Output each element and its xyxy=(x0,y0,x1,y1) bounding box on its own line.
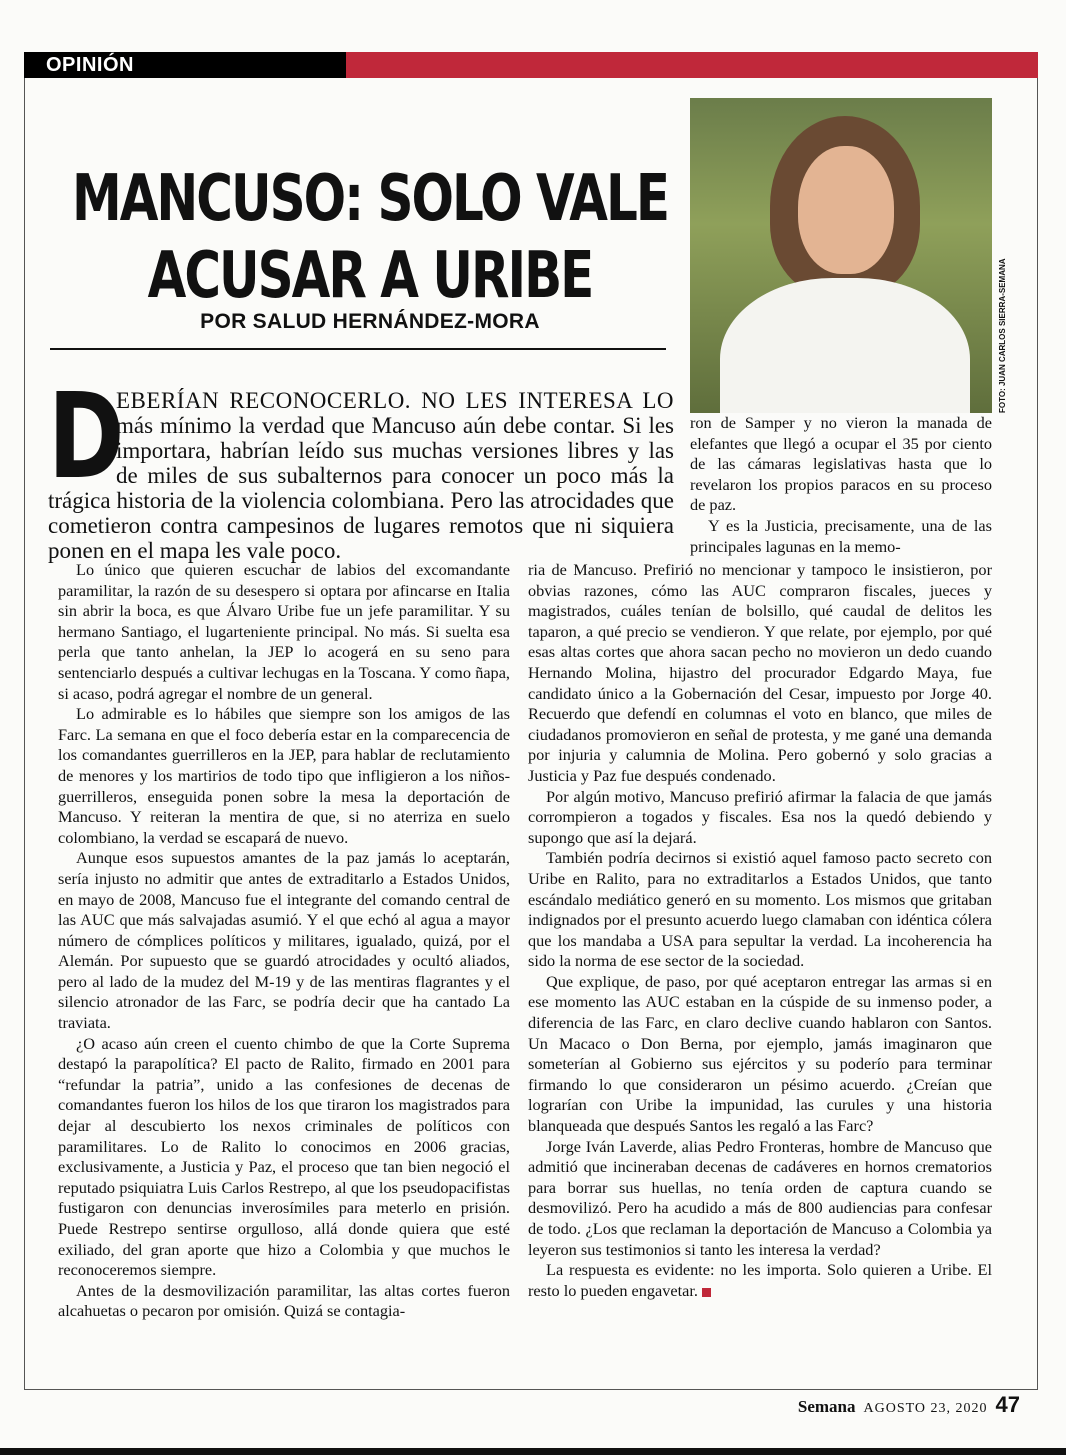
section-header xyxy=(24,52,1038,78)
paragraph: Lo admirable es lo hábiles que siempre son los amigos de las Farc. La semana en que el foco debería estar en la comparecencia de los comandantes guerrilleros en la JEP, para hablar de reclutamiento de menores y los martirios de todo tipo que infligieron a los niños-guerrilleros, enseguida ponen sobre la mesa la deportación de Mancuso. Y reiteran la mentira de que, si no aterriza en suelo colombiano, la verdad se escapará de nuevo. xyxy=(58,704,510,847)
drop-cap: D xyxy=(48,367,125,505)
page-number: 47 xyxy=(995,1392,1020,1417)
paragraph: Jorge Iván Laverde, alias Pedro Fronteras, hombre de Mancuso que admitió que incineraban decenas de cadáveres en hornos crematorios para borrar sus huellas, no tenía orden de captura cuando se desmovilizó. Pero ha acudido a más de 800 audiencias para confesar de todo. ¿Los que reclaman la deportación de Mancuso a Colombia ya leyeron sus testimonios si tanto les interesa la verdad? xyxy=(528,1136,992,1259)
author-byline: POR SALUD HERNÁNDEZ-MORA xyxy=(200,310,540,333)
paragraph: Por algún motivo, Mancuso prefirió afirmar la falacia de que jamás corrompieron a togados y fiscales. Esa nos la quedó debiendo y supongo que así la dejará. xyxy=(528,786,992,847)
paragraph: También podría decirnos si existió aquel famoso pacto secreto con Uribe en Ralito, para no extraditarlos a Estados Unidos, que tanto escándalo mediático generó en su momento. Los mismos que gritaban indignados por el presunto acuerdo luego clamaban con idéntica cólera que los mandaba a USA para sepultar la verdad. La incoherencia ha sido la norma de ese sector de la sociedad. xyxy=(528,848,992,971)
magazine-name: Semana xyxy=(797,1397,856,1416)
paragraph-final: La respuesta es evidente: no les importa. Solo quieren a Uribe. El resto lo pueden engavetar. xyxy=(528,1260,992,1300)
section-stripe xyxy=(346,52,1038,78)
section-label: OPINIÓN xyxy=(24,52,346,78)
photo-credit: FOTO: JUAN CARLOS SIERRA-SEMANA xyxy=(998,258,1007,413)
headline-line-1: MANCUSO: SOLO VALE xyxy=(71,161,669,236)
bottom-edge xyxy=(0,1448,1066,1455)
paragraph: Aunque esos supuestos amantes de la paz jamás lo aceptarán, sería injusto no admitir que antes de extraditarlo a Estados Unidos, en mayo de 2008, Mancuso fue el integrante del comando central de las AUC que más salvajadas asumió. Y el que echó al agua a mayor número de cómplices políticos y militares, igualado, quizá, por el Alemán. Por supuesto que se guardó atrocidades y ocultó aliados, pero al lado de la mudez del M-19 y de las mentiras flagrantes y el silencio atronador de las Farc, se podría decir que ha cantado La traviata. xyxy=(58,848,510,1033)
paragraph: ron de Samper y no vieron la manada de elefantes que llegó a ocupar el 35 por ciento de las cámaras legislativas hasta que lo revelaron los propios paracos en su proceso de paz. xyxy=(690,413,992,515)
author-photo xyxy=(690,98,992,413)
page-footer xyxy=(780,1392,1020,1422)
byline-rule xyxy=(50,348,666,350)
headline-line-2: ACUSAR A URIBE xyxy=(147,238,593,313)
lede-caps: EBERÍAN RECONOCERLO. NO LES INTERESA LO xyxy=(116,388,674,413)
paragraph: ria de Mancuso. Prefirió no mencionar y tampoco le insistieron, por obvias razones, cómo las AUC compraron fiscales, jueces y magistrados, cuáles tenían de bolsillo, qué caudal de delitos les taparon, a qué precio se vendieron. Y que relate, por ejemplo, por qué esas altas cortes que ahora sacan pecho no movieron un dedo cuando Hernando Molina, hijastro del procurador Edgardo Maya, fue candidato único a la Gobernación del Cesar, impuesto por Jorge 40. Recuerdo que defendí en columnas el voto en blanco, que miles de ciudadanos promovieron en señal de protesta, y me gané una demanda por injuria y calumnia de Molina. Pero gobernó y solo gracias a Justicia y Paz fue después condenado. xyxy=(528,560,992,785)
paragraph: Lo único que quieren escuchar de labios del excomandante paramilitar, la razón de su desespero si optara por afincarse en Italia sin abrir la boca, es que Álvaro Uribe fue un jefe paramilitar. Y su hermano Santiago, el lugarteniente principal. No más. Si suelta esa perla que tanto anhelan, la JEP lo acogerá en su seno para sentenciarlo después a cultivar lechugas en la Toscana. Y como ñapa, si acaso, podrá agregar el nombre de un general. xyxy=(58,560,510,703)
article-lede xyxy=(48,367,674,563)
issue-date: AGOSTO 23, 2020 xyxy=(863,1401,988,1416)
body-column-top-right xyxy=(690,413,992,557)
body-column-left xyxy=(58,560,510,1322)
paragraph: Y es la Justicia, precisamente, una de las principales lagunas en la memo- xyxy=(690,515,992,556)
paragraph: ¿O acaso aún creen el cuento chimbo de que la Corte Suprema destapó la parapolítica? El pacto de Ralito, firmado en 2001 para “refundar la patria”, unido a las confesiones de decenas de comandantes fueron los hilos de los que tiraron los magistrados para dejar al descubierto los nexos criminales de políticos con paramilitares. Lo de Ralito lo conocimos en 2006 gracias, exclusivamente, a Justicia y Paz, el proceso que tan bien negoció el reputado psiquiatra Luis Carlos Restrepo, al que los pseudopacifistas fustigaron con denuncias inverosímiles para meterlo en prisión. Puede Restrepo sentirse orgulloso, allá donde quiera que esté exiliado, del gran aporte que hizo a Colombia y que muchos le reconoceremos siempre. xyxy=(58,1033,510,1280)
paragraph: Antes de la desmovilización paramilitar, las altas cortes fueron alcahuetas o pecaron por omisión. Quizá se contagia- xyxy=(58,1280,510,1321)
lede-text: más mínimo la verdad que Mancuso aún debe contar. Si les importara, habrían leído sus muchas versiones libres y las de miles de sus subalternos para conocer un poco más la trágica historia de la violencia colombiana. Pero las atrocidades que cometieron contra campesinos de lugares remotos que ni siquiera ponen en el mapa les vale poco. xyxy=(48,413,674,563)
article-headline xyxy=(70,160,670,314)
paragraph: Que explique, de paso, por qué aceptaron entregar las armas si en ese momento las AUC estaban en la cúspide de su inmenso poder, a diferencia de las Farc, en claro declive cuando hablaron con Santos. Un Macaco o Don Berna, por ejemplo, jamás imaginaron que someterían al Gobierno sus ejércitos y su poderío para terminar firmando lo que consideraron un pésimo acuerdo. ¿Creían que lograrían con Uribe la impunidad, las curules y una historia blanqueada que después Santos les regaló a las Farc? xyxy=(528,971,992,1136)
body-column-right xyxy=(528,560,992,1301)
end-mark-icon xyxy=(702,1288,711,1297)
